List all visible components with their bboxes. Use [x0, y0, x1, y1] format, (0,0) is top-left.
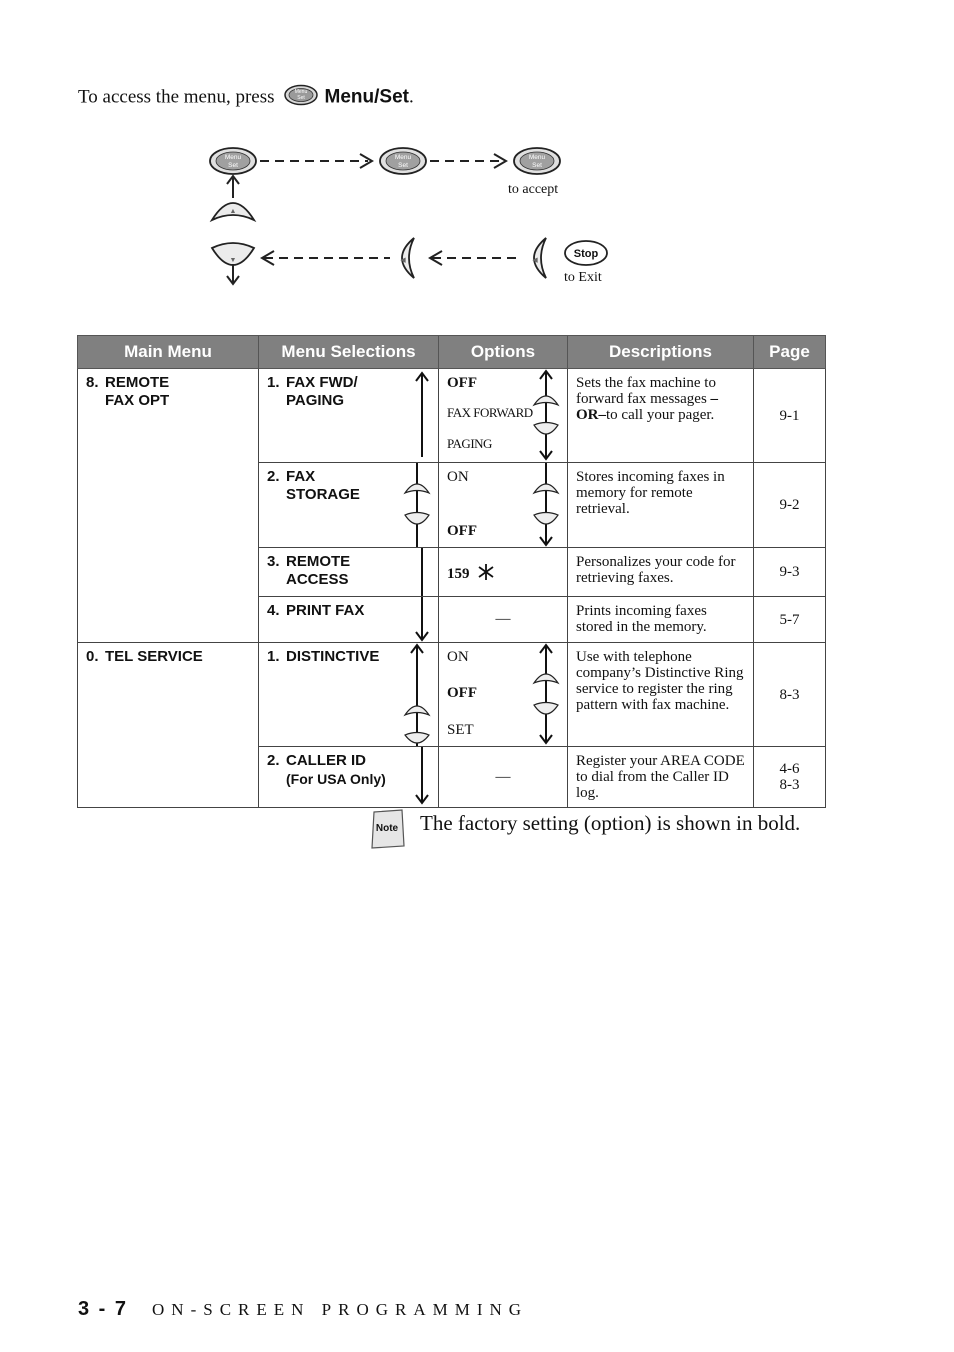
options-fax-fwd-paging: OFF FAX FORWARD PAGING — [439, 369, 568, 463]
description-fax-storage: Stores incoming faxes in memory for remote retrieval. — [568, 463, 754, 548]
svg-text:Menu: Menu — [528, 154, 546, 161]
main-menu-remote-fax-opt: 8. REMOTE FAX OPT — [78, 369, 259, 643]
menu-table — [77, 335, 826, 808]
selection-print-fax: 4. PRINT FAX — [259, 597, 439, 643]
header-descriptions: Descriptions — [568, 336, 754, 369]
up-down-keys-icon — [531, 463, 561, 547]
header-main-menu: Main Menu — [78, 336, 259, 369]
selection-fax-storage: 2. FAX STORAGE — [259, 463, 439, 548]
page-ref: 4-6 8-3 — [754, 747, 826, 808]
svg-text:Menu: Menu — [394, 154, 412, 161]
note-icon — [368, 808, 408, 850]
description-remote-access: Personalizes your code for retrieving faxes. — [568, 548, 754, 597]
menu-set-button-3[interactable] — [514, 148, 560, 174]
table-header-row — [78, 336, 826, 369]
description-print-fax: Prints incoming faxes stored in the memory. — [568, 597, 754, 643]
up-arrow-key-icon[interactable] — [212, 176, 254, 220]
svg-text:Menu: Menu — [294, 89, 307, 95]
selection-remote-access: 3. REMOTE ACCESS — [259, 548, 439, 597]
to-accept-label: to accept — [508, 182, 559, 197]
down-arrow-icon — [414, 597, 430, 642]
svg-text:Set: Set — [228, 162, 238, 169]
dashed-arrow-right-icon — [430, 154, 506, 168]
chapter-title: ON-SCREEN PROGRAMMING — [152, 1300, 529, 1319]
description-fax-fwd-paging: Sets the fax machine to forward fax messages –OR–to call your pager. — [568, 369, 754, 463]
vertical-navigate-arrow-icon — [414, 371, 430, 459]
page-footer — [78, 1298, 528, 1321]
menu-set-button-icon — [283, 84, 319, 112]
options-caller-id: — — [439, 747, 568, 808]
up-down-keys-icon — [531, 369, 561, 461]
table-row — [78, 369, 826, 463]
svg-text:Set: Set — [398, 162, 408, 169]
options-print-fax: — — [439, 597, 568, 643]
options-fax-storage: ON OFF — [439, 463, 568, 548]
page-ref: 9-1 — [754, 369, 826, 463]
stop-button[interactable] — [565, 241, 607, 265]
menu-set-button-1[interactable] — [210, 148, 256, 174]
navigation-flow-diagram: Menu Set Menu Set Menu Set Menu Set to accept ▲ ▼ ◀ ◀ Stop to Exit — [200, 140, 630, 300]
selection-caller-id: 2. CALLER ID (For USA Only) — [259, 747, 439, 808]
table-row — [78, 643, 826, 747]
up-down-keys-icon — [402, 643, 432, 746]
header-menu-selections: Menu Selections — [259, 336, 439, 369]
svg-text:▲: ▲ — [229, 207, 237, 215]
intro-text: To access the menu, press — [78, 86, 275, 108]
left-arrow-key-icon[interactable] — [532, 238, 546, 278]
menu-set-label: Menu/Set — [324, 86, 409, 108]
svg-text:Set: Set — [532, 162, 542, 169]
options-remote-access: 159 — [439, 548, 568, 597]
vertical-line-icon — [420, 548, 424, 596]
up-down-keys-icon — [402, 463, 432, 547]
page-ref: 5-7 — [754, 597, 826, 643]
note-text: The factory setting (option) is shown in bold. — [420, 811, 801, 835]
svg-text:Note: Note — [375, 823, 399, 834]
svg-text:Stop: Stop — [573, 248, 599, 260]
to-exit-label: to Exit — [564, 270, 602, 285]
header-options: Options — [439, 336, 568, 369]
intro-line: To access the menu, press Menu Set Menu/Set. — [78, 84, 414, 112]
down-arrow-key-icon[interactable] — [212, 243, 254, 284]
svg-text:Set: Set — [296, 95, 305, 101]
left-arrow-key-icon[interactable] — [400, 238, 414, 278]
description-distinctive: Use with telephone company’s Distinctive Ring service to register the ring pattern with fax machine. — [568, 643, 754, 747]
up-down-keys-icon — [531, 643, 561, 745]
svg-text:◀: ◀ — [532, 256, 538, 264]
svg-text:◀: ◀ — [400, 256, 406, 264]
dashed-arrow-right-icon — [260, 154, 372, 168]
dashed-arrow-left-icon — [430, 251, 522, 265]
main-menu-tel-service: 0. TEL SERVICE — [78, 643, 259, 808]
header-page: Page — [754, 336, 826, 369]
selection-distinctive: 1. DISTINCTIVE — [259, 643, 439, 747]
page-number: 3 - 7 — [78, 1298, 129, 1320]
options-distinctive: ON OFF SET — [439, 643, 568, 747]
down-arrow-icon — [414, 747, 430, 807]
svg-text:Menu: Menu — [224, 154, 242, 161]
page-ref: 9-2 — [754, 463, 826, 548]
selection-fax-fwd-paging: 1. FAX FWD/ PAGING — [259, 369, 439, 463]
svg-text:▼: ▼ — [229, 256, 237, 264]
star-key-icon — [477, 563, 495, 581]
page-ref: 9-3 — [754, 548, 826, 597]
menu-set-button-2[interactable] — [380, 148, 426, 174]
page-ref: 8-3 — [754, 643, 826, 747]
description-caller-id: Register your AREA CODE to dial from the Caller ID log. — [568, 747, 754, 808]
dashed-arrow-left-icon — [262, 251, 390, 265]
